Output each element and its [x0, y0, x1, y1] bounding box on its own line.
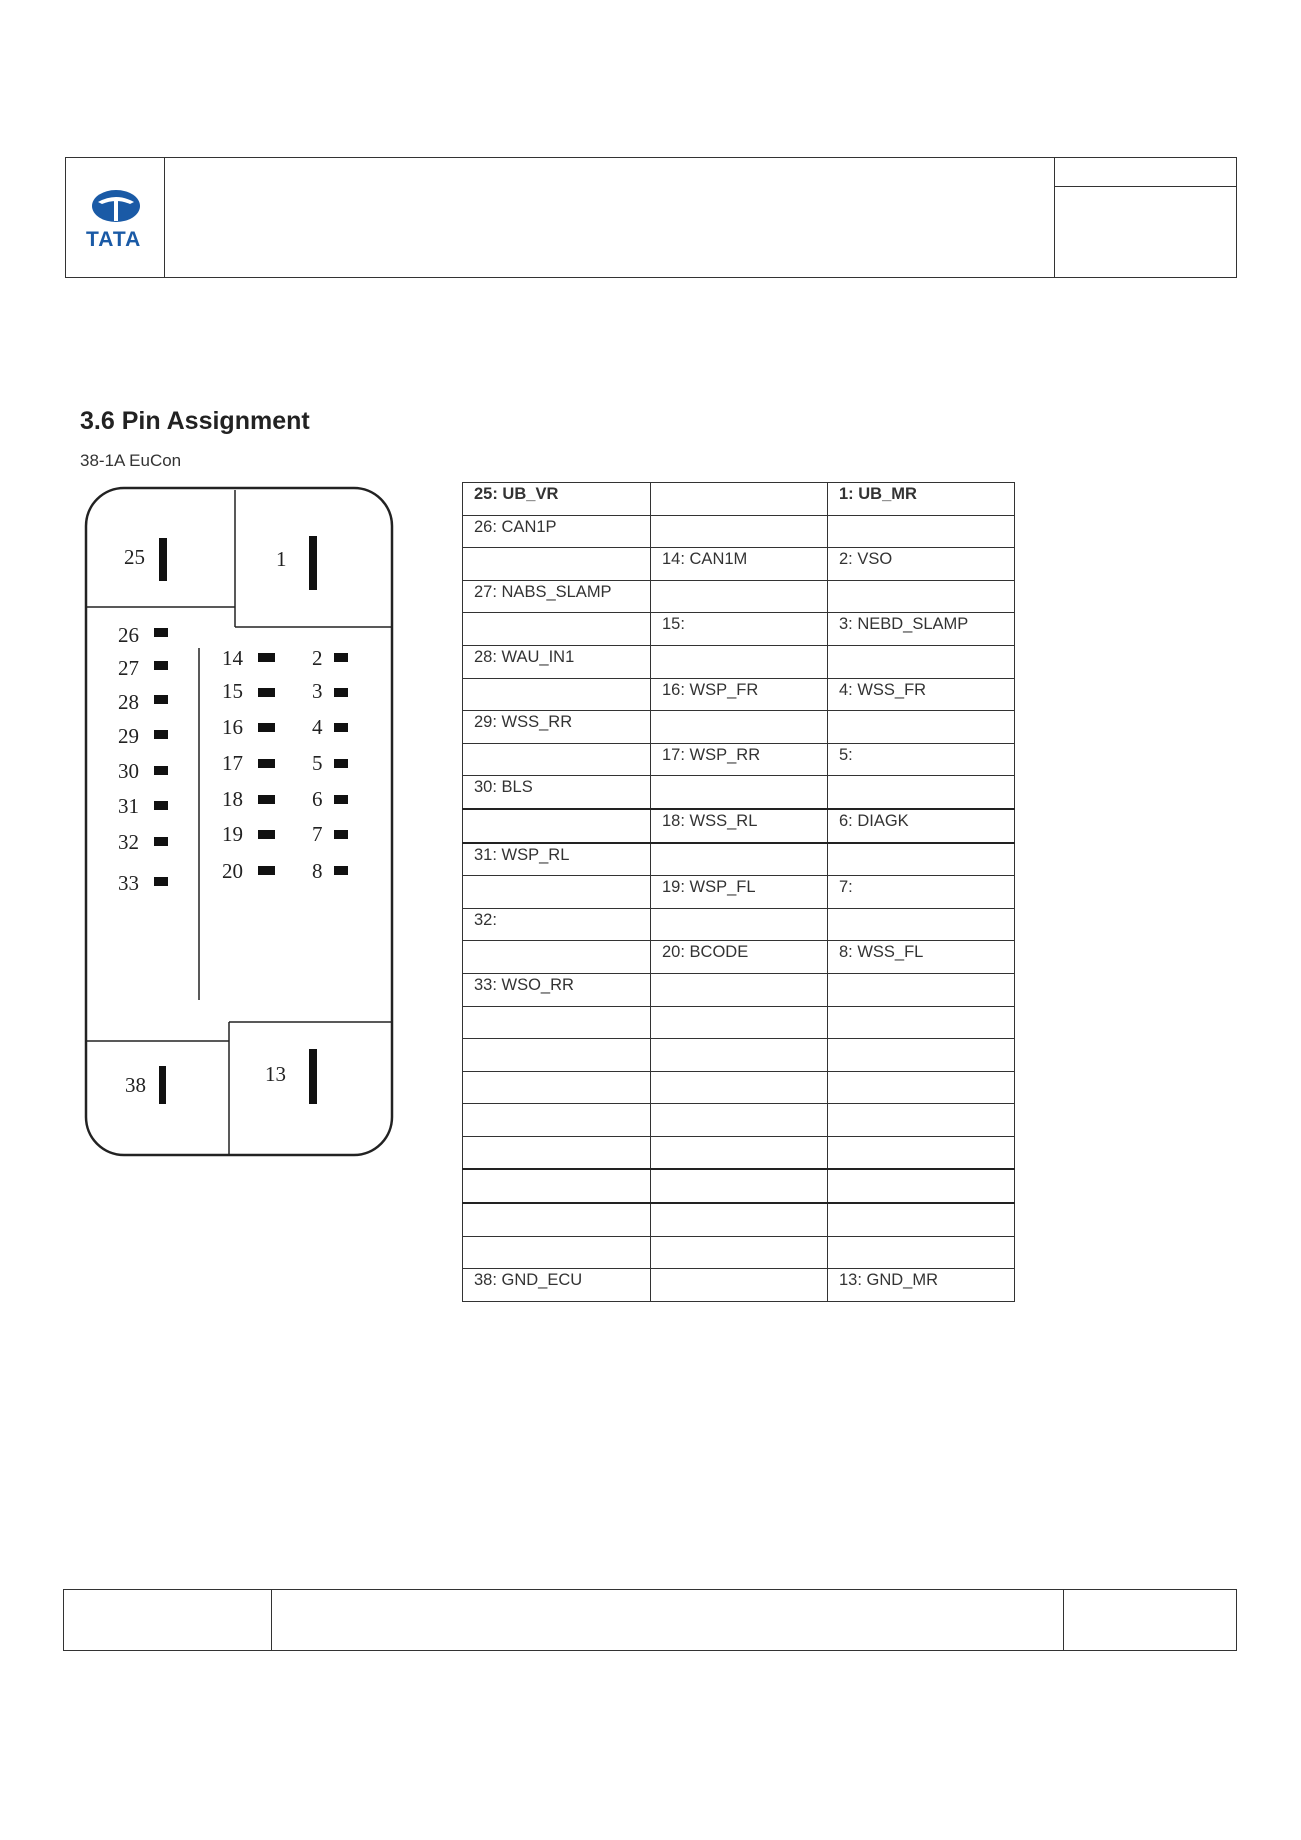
svg-text:31: 31 [118, 794, 139, 818]
svg-text:18: 18 [222, 787, 243, 811]
table-row [463, 678, 1015, 711]
table-cell [463, 548, 651, 581]
table-cell [651, 1071, 828, 1104]
table-cell [651, 645, 828, 678]
table-cell [463, 876, 651, 909]
table-cell [828, 645, 1015, 678]
table-cell [651, 1136, 828, 1169]
table-cell: 18: WSS_RL [651, 809, 828, 843]
table-cell [651, 1104, 828, 1137]
connector-diagram [70, 480, 400, 1170]
tata-logo-icon [90, 188, 142, 224]
table-row [463, 613, 1015, 646]
pin-assignment-table [462, 482, 1015, 1302]
footer-left-cell [63, 1589, 272, 1651]
table-row [463, 843, 1015, 876]
svg-text:28: 28 [118, 690, 139, 714]
table-row [463, 743, 1015, 776]
footer-middle-cell [271, 1589, 1064, 1651]
table-row [463, 711, 1015, 744]
table-row [463, 876, 1015, 909]
table-row [463, 580, 1015, 613]
table-cell: 31: WSP_RL [463, 843, 651, 876]
table-cell [828, 1236, 1015, 1269]
logo-wordmark: TATA [86, 228, 142, 251]
table-row [463, 645, 1015, 678]
table-cell: 3: NEBD_SLAMP [828, 613, 1015, 646]
table-cell [828, 973, 1015, 1006]
header-title-cell [164, 157, 1055, 278]
table-cell: 28: WAU_IN1 [463, 645, 651, 678]
table-cell [651, 1039, 828, 1072]
svg-text:14: 14 [222, 646, 243, 670]
svg-text:2: 2 [312, 646, 323, 670]
table-row [463, 1269, 1015, 1302]
table-cell: 19: WSP_FL [651, 876, 828, 909]
svg-text:25: 25 [124, 545, 145, 569]
table-row [463, 1071, 1015, 1104]
table-cell [651, 483, 828, 516]
table-cell: 4: WSS_FR [828, 678, 1015, 711]
table-cell [651, 711, 828, 744]
svg-text:27: 27 [118, 656, 139, 680]
table-cell [651, 973, 828, 1006]
table-row [463, 809, 1015, 843]
table-cell [651, 515, 828, 548]
table-cell: 38: GND_ECU [463, 1269, 651, 1302]
table-cell [463, 613, 651, 646]
table-cell [828, 580, 1015, 613]
pin-13 [265, 1049, 317, 1104]
table-row [463, 1039, 1015, 1072]
table-cell: 16: WSP_FR [651, 678, 828, 711]
table-cell [828, 1169, 1015, 1203]
table-cell [828, 515, 1015, 548]
table-cell [651, 580, 828, 613]
table-cell [828, 711, 1015, 744]
table-row [463, 515, 1015, 548]
table-row [463, 1169, 1015, 1203]
table-cell: 17: WSP_RR [651, 743, 828, 776]
table-row [463, 1006, 1015, 1039]
table-cell [828, 1104, 1015, 1137]
table-cell: 25: UB_VR [463, 483, 651, 516]
svg-text:13: 13 [265, 1062, 286, 1086]
table-cell [828, 1039, 1015, 1072]
header-right-bottom-cell [1054, 186, 1237, 278]
table-cell [828, 908, 1015, 941]
table-cell: 29: WSS_RR [463, 711, 651, 744]
table-cell: 20: BCODE [651, 941, 828, 974]
table-cell [463, 1104, 651, 1137]
svg-text:3: 3 [312, 679, 323, 703]
table-cell: 33: WSO_RR [463, 973, 651, 1006]
left-pin-column [118, 623, 168, 895]
table-cell: 7: [828, 876, 1015, 909]
svg-text:16: 16 [222, 715, 243, 739]
svg-text:5: 5 [312, 751, 323, 775]
table-cell: 32: [463, 908, 651, 941]
header-right-top-cell [1054, 157, 1237, 187]
svg-text:30: 30 [118, 759, 139, 783]
table-cell [651, 1203, 828, 1236]
table-cell [463, 743, 651, 776]
table-cell: 30: BLS [463, 776, 651, 809]
table-row [463, 941, 1015, 974]
svg-text:29: 29 [118, 724, 139, 748]
right-pin-column [312, 646, 348, 883]
pin-1 [276, 536, 317, 590]
table-cell: 14: CAN1M [651, 548, 828, 581]
svg-text:15: 15 [222, 679, 243, 703]
table-cell [463, 1236, 651, 1269]
connector-name: 38-1A EuCon [80, 451, 182, 470]
table-cell: 27: NABS_SLAMP [463, 580, 651, 613]
table-cell [651, 1269, 828, 1302]
table-cell: 5: [828, 743, 1015, 776]
svg-text:33: 33 [118, 871, 139, 895]
table-cell [651, 776, 828, 809]
svg-text:4: 4 [312, 715, 323, 739]
table-row [463, 1236, 1015, 1269]
svg-text:26: 26 [118, 623, 139, 647]
table-cell [463, 1006, 651, 1039]
table-cell [463, 678, 651, 711]
middle-pin-column [222, 646, 275, 883]
table-cell: 6: DIAGK [828, 809, 1015, 843]
table-cell: 26: CAN1P [463, 515, 651, 548]
table-cell [828, 1071, 1015, 1104]
table-cell: 8: WSS_FL [828, 941, 1015, 974]
table-cell [828, 1006, 1015, 1039]
svg-text:19: 19 [222, 822, 243, 846]
table-row [463, 908, 1015, 941]
svg-text:7: 7 [312, 822, 323, 846]
svg-text:1: 1 [276, 547, 287, 571]
table-cell [651, 1169, 828, 1203]
table-cell [463, 1169, 651, 1203]
table-cell [651, 1006, 828, 1039]
footer-right-cell [1063, 1589, 1237, 1651]
table-row [463, 483, 1015, 516]
table-cell: 15: [651, 613, 828, 646]
table-cell [651, 843, 828, 876]
table-row [463, 548, 1015, 581]
table-row [463, 776, 1015, 809]
table-cell [828, 1136, 1015, 1169]
table-cell [463, 1071, 651, 1104]
svg-text:20: 20 [222, 859, 243, 883]
pin-38 [125, 1066, 166, 1104]
table-cell [463, 809, 651, 843]
table-cell [828, 1203, 1015, 1236]
table-cell [463, 1136, 651, 1169]
svg-text:17: 17 [222, 751, 243, 775]
table-cell: 2: VSO [828, 548, 1015, 581]
table-cell [651, 908, 828, 941]
svg-text:6: 6 [312, 787, 323, 811]
table-cell: 1: UB_MR [828, 483, 1015, 516]
section-title: 3.6 Pin Assignment [80, 407, 310, 435]
table-row [463, 1136, 1015, 1169]
table-cell [828, 776, 1015, 809]
svg-text:38: 38 [125, 1073, 146, 1097]
table-cell [828, 843, 1015, 876]
svg-text:8: 8 [312, 859, 323, 883]
table-row [463, 1104, 1015, 1137]
pin-25 [124, 538, 167, 581]
table-row [463, 973, 1015, 1006]
table-cell [463, 1039, 651, 1072]
table-cell: 13: GND_MR [828, 1269, 1015, 1302]
svg-text:32: 32 [118, 830, 139, 854]
table-row [463, 1203, 1015, 1236]
table-cell [651, 1236, 828, 1269]
table-cell [463, 1203, 651, 1236]
table-cell [463, 941, 651, 974]
